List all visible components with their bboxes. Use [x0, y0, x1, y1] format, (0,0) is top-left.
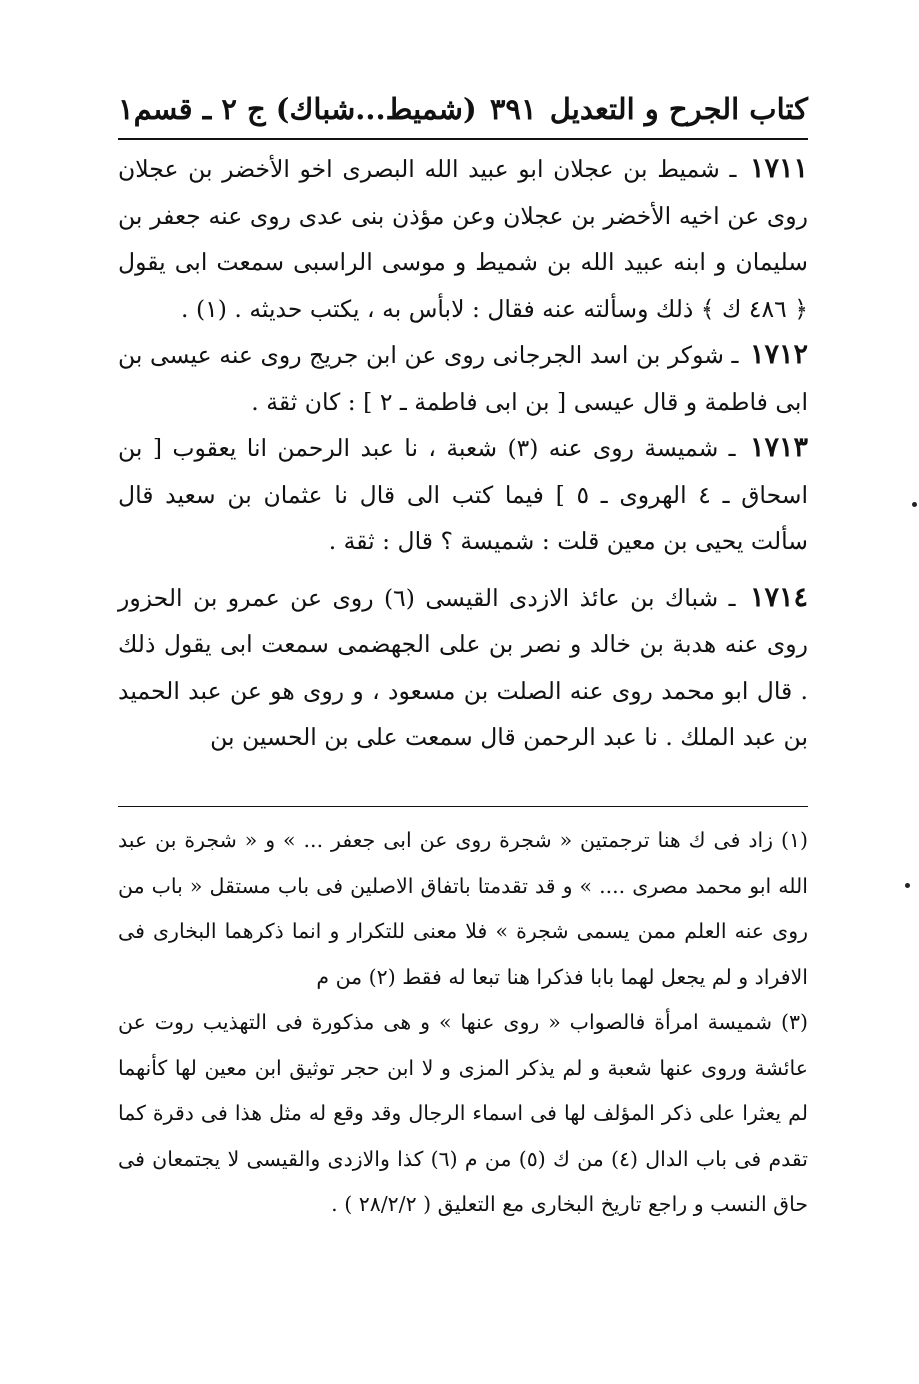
header-rule	[118, 138, 808, 140]
section-range: (شميط...شباك) ج ٢ ـ قسم١	[118, 92, 477, 126]
footnote: (١) زاد فى ك هنا ترجمتين « شجرة روى عن ابى جعفر ... » و « شجرة بن عبد الله ابو محمد مصرى .... » و قد تقدمتا باتفاق الاصلين فى باب مستقل « باب من روى عنه العلم ممن يسمى شجرة » فلا معنى للتكرار و انما ذكرهما البخارى فى الافراد و لم يجعل لهما بابا فذكرا هنا تبعا له فقط (٢) من م	[118, 828, 808, 989]
entry-1714	[118, 575, 808, 761]
entry-1712	[118, 332, 808, 425]
margin-speck	[912, 502, 917, 507]
entry-number: ١٧١٤	[749, 581, 808, 613]
footnote-rule	[118, 806, 808, 807]
main-text	[118, 146, 808, 761]
margin-speck	[905, 883, 910, 888]
entry-number: ١٧١١	[749, 153, 808, 184]
entry-text: ـ شباك بن عائذ الازدى القيسى (٦) روى عن عمرو بن الحزور روى عنه هدبة بن خالد و نصر بن على الجهضمى سمعت ابى يقول ذلك . قال ابو محمد روى عنه الصلت بن مسعود ، و روى هو عن عبد الحميد بن عبد الملك . نا عبد الرحمن قال سمعت على بن الحسين بن	[118, 583, 808, 751]
footnote: (٣) شميسة امرأة فالصواب « روى عنها » و هى مذكورة فى التهذيب روت عن عائشة وروى عنها شعبة و لم يذكر المزى و لا ابن حجر توثيق ابن معين لها كأنهما لم يعثرا على ذكر المؤلف لها فى اسماء الرجال وقد وقع له مثل هذا فى دقرة كما تقدم فى باب الدال (٤) من ك (٥) من م (٦) كذا والازدى والقيسى لا يجتمعان فى حاق النسب و راجع تاريخ البخارى مع التعليق ( ٢٨/٢/٢ ) .	[118, 1010, 808, 1216]
running-header	[118, 84, 808, 134]
entry-number: ١٧١٢	[749, 339, 808, 370]
footnotes	[118, 818, 808, 1228]
entry-text: ـ شميط بن عجلان ابو عبيد الله البصرى اخو الأخضر بن عجلان روى عن اخيه الأخضر بن عجلان وعن مؤذن بنى عدى روى عنه جعفر بن سليمان و ابنه عبيد الله بن شميط و موسى الراسبى سمعت ابى يقول ﴿ ٤٨٦ ك ﴾ ذلك وسألته عنه فقال : لابأس به ، يكتب حديثه . (١) .	[118, 155, 808, 323]
page-number: ٣٩١	[489, 92, 537, 126]
entry-1713	[118, 425, 808, 565]
entry-text: ـ شميسة روى عنه (٣) شعبة ، نا عبد الرحمن انا يعقوب [ بن اسحاق ـ ٤ الهروى ـ ٥ ] فيما كتب الى قال نا عثمان بن سعيد قال سألت يحيى بن معين قلت : شميسة ؟ قال : ثقة .	[118, 434, 808, 555]
entry-1711	[118, 146, 808, 332]
entry-number: ١٧١٣	[749, 432, 808, 463]
entry-text: ـ شوكر بن اسد الجرجانى روى عن ابن جريج روى عنه عيسى بن ابى فاطمة و قال عيسى [ بن ابى فاطمة ـ ٢ ] : كان ثقة .	[118, 341, 808, 416]
book-title: كتاب الجرح و التعديل	[549, 92, 808, 126]
